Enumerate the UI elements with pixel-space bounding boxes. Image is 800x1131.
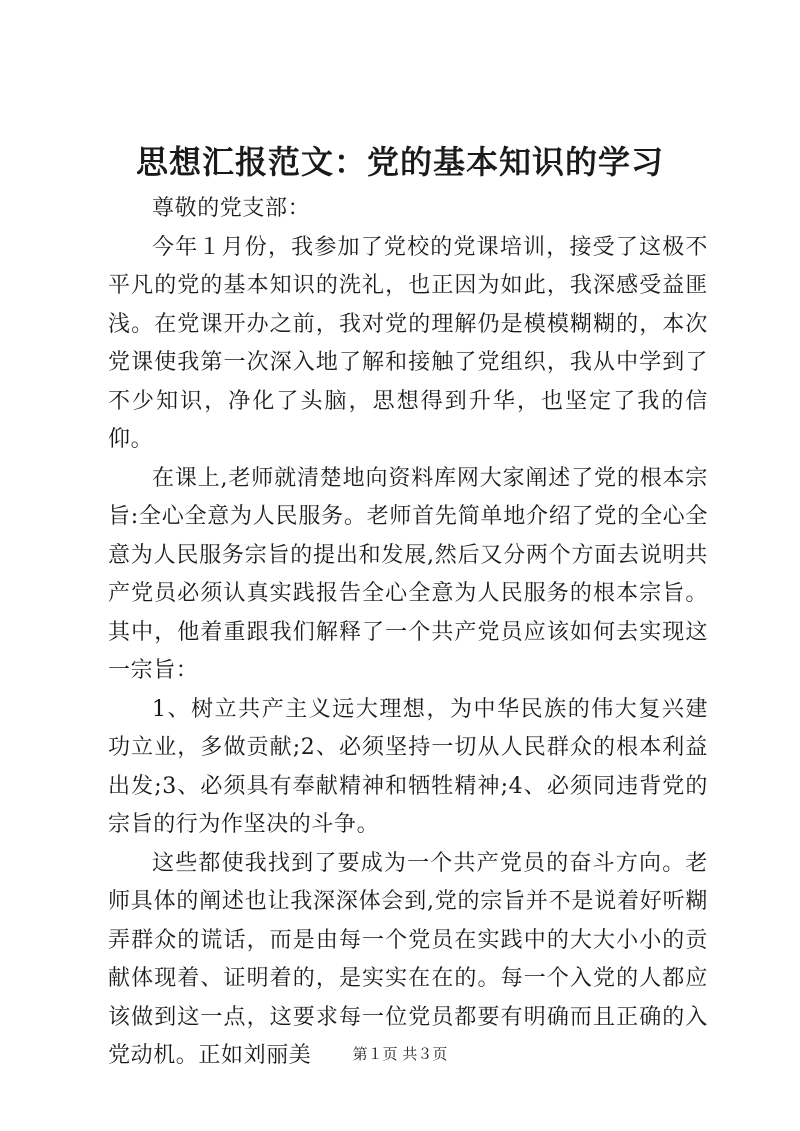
page-footer: 第１页 共３页: [352, 1045, 448, 1063]
greeting: 尊敬的党支部：: [152, 196, 311, 221]
paragraph-2: 在课上,老师就清楚地向资料库网大家阐述了党的根本宗旨:全心全意为人民服务。老师首先简单地介绍了党的全心全意为人民服务宗旨的提出和发展,然后又分两个方面去说明共产党员必须认真实践报告全心全意为人民服务的根本宗旨。其中，他着重跟我们解释了一个共产党员应该如何去实现这一宗旨：: [108, 465, 708, 683]
paragraph-4: 这些都使我找到了要成为一个共产党员的奋斗方向。老师具体的阐述也让我深深体会到,党的宗旨并不是说着好听糊弄群众的谎话，而是由每一个党员在实践中的大大小小的贡献体现着、证明着的，是实实在在的。每一个入党的人都应该做到这一点，这要求每一位党员都要有明确而且正确的入党动机。正如刘丽美: [108, 850, 708, 1068]
document-body: [108, 190, 708, 1076]
paragraph-3: 1、树立共产主义远大理想，为中华民族的伟大复兴建功立业，多做贡献;2、必须坚持一切从人民群众的根本利益出发;3、必须具有奉献精神和牺牲精神;4、必须同违背党的宗旨的行为作坚决的斗争。: [108, 696, 708, 837]
paragraph-1: 今年１月份，我参加了党校的党课培训，接受了这极不平凡的党的基本知识的洗礼，也正因为如此，我深感受益匪浅。在党课开办之前，我对党的理解仍是模模糊糊的，本次党课使我第一次深入地了解和接触了党组织，我从中学到了不少知识，净化了头脑，思想得到升华，也坚定了我的信仰。: [108, 234, 708, 452]
document-title: 思想汇报范文：党的基本知识的学习: [135, 143, 664, 181]
